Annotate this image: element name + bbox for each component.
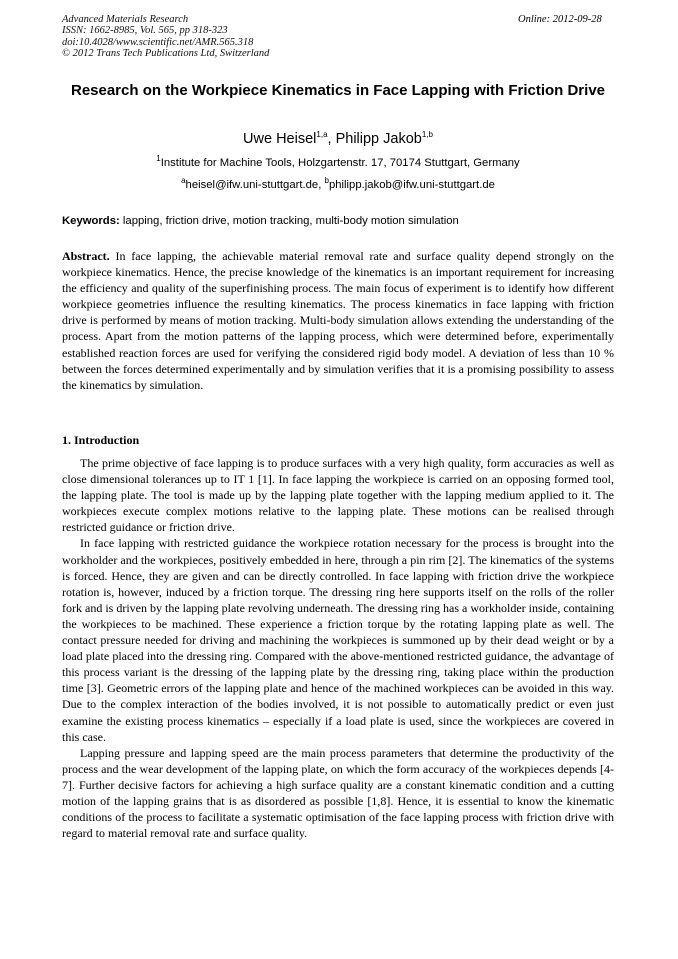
keywords-text: lapping, friction drive, motion tracking, multi-body motion simulation bbox=[119, 215, 459, 227]
journal-header bbox=[62, 14, 269, 60]
author-name: Uwe Heisel bbox=[243, 131, 317, 147]
email-link[interactable]: heisel@ifw.uni-stuttgart.de, bbox=[185, 179, 325, 191]
keywords-label: Keywords: bbox=[62, 215, 120, 227]
section-heading: 1. Introduction bbox=[62, 433, 140, 447]
author-emails bbox=[62, 178, 614, 192]
author-separator: , bbox=[327, 131, 336, 147]
paragraph: The prime objective of face lapping is to produce surfaces with a very high quality, form accuracies as well as close dimensional tolerances up to IT 1 [1]. In face lapping the workpiece is carried on an opposing formed tool, the lapping plate. The tool is made up by the lapping plate together with the lapping medium applied to it. The workpieces execute complex motions relative to the lapping plate. These motions can be realised through restricted guidance or friction drive. bbox=[62, 456, 614, 535]
paragraph: Lapping pressure and lapping speed are the main process parameters that determine the productivity of the process and the wear development of the lapping plate, on which the form accuracy of the workpieces depends [4-7]. Further decisive factors for achieving a high surface quality are a constant kinematic condition and a cutting motion of the lapping grains that is as disordered as possible [1,8]. Hence, it is essential to know the kinematic conditions of the process to facilitate a systematic optimisation of the face lapping process with friction drive with regard to material removal rate and surface quality. bbox=[62, 745, 614, 841]
keywords bbox=[62, 214, 614, 228]
journal-issn: ISSN: 1662-8985, Vol. 565, pp 318-323 bbox=[62, 25, 228, 37]
journal-name: Advanced Materials Research bbox=[62, 14, 189, 25]
paper-title: Research on the Workpiece Kinematics in Face Lapping with Friction Drive bbox=[70, 82, 606, 99]
abstract-text: In face lapping, the achievable material removal rate and surface quality depend strongly on the workpiece kinematics. Hence, the precise knowledge of the kinematics is an important requirement for increasing the efficiency and quality of the superfinishing process. The main focus of experiment is to identify how different workpiece geometries influence the resulting kinematics. The process kinematics in face lapping with friction drive is performed by means of motion tracking. Multi-body simulation allows extending the understanding of the process. Apart from the motion patterns of the lapping process, which were determined before, experimentally established reaction forces are used for verifying the considered rigid body model. A deviation of less than 10 % between the forces determined experimentally and by simulation verifies that it is a promising possibility to assess the kinematics by simulation. bbox=[62, 249, 614, 392]
abstract bbox=[62, 248, 614, 393]
abstract-label: Abstract. bbox=[62, 249, 110, 263]
email-mark: a bbox=[181, 176, 186, 186]
journal-copyright: © 2012 Trans Tech Publications Ltd, Switzerland bbox=[62, 48, 270, 60]
author-affiliation-mark: 1,a bbox=[316, 130, 328, 140]
journal-doi[interactable]: doi:10.4028/www.scientific.net/AMR.565.318 bbox=[62, 36, 254, 48]
paragraph: In face lapping with restricted guidance the workpiece rotation necessary for the process is brought into the workholder and the workpieces, positively embedded in here, through a pin rim [2]. The kinematics of the systems is forced. Hence, they are given and can be directly controlled. In face lapping with friction drive the workpiece rotation is, however, induced by a friction torque. The dressing ring here supports itself on the rolls of the roller fork and is driven by the lapping plate revolving underneath. The dressing ring has a workholder inside, containing the workpieces to be machined. These experience a friction torque by the rotating lapping plate as well. The contact pressure needed for driving and machining the workpieces is summoned up by their dead weight or by a load plate placed into the dressing ring. Compared with the above-mentioned restricted guidance, the advantage of this process variant is the dressing of the lapping plate by the dressing ring, taking place within the production time [3]. Geometric errors of the lapping plate and hence of the machined workpieces can be avoided in this way. Due to the complex interaction of the bodies involved, it is not possible to automatically predict or even just examine the existing process kinematics – especially if a load plate is used, since the workpieces are covered in this case. bbox=[62, 536, 614, 744]
email-mark: b bbox=[324, 176, 329, 186]
affiliation bbox=[62, 156, 614, 170]
author-affiliation-mark: 1,b bbox=[421, 130, 433, 140]
online-date: Online: 2012-09-28 bbox=[518, 14, 602, 25]
affiliation-mark: 1 bbox=[156, 154, 161, 164]
author-name: Philipp Jakob bbox=[335, 131, 422, 147]
introduction-body bbox=[62, 455, 614, 841]
affiliation-text: Institute for Machine Tools, Holzgartenstr. 17, 70174 Stuttgart, Germany bbox=[160, 157, 520, 169]
email-link[interactable]: philipp.jakob@ifw.uni-stuttgart.de bbox=[328, 179, 495, 191]
author-line bbox=[62, 130, 614, 148]
